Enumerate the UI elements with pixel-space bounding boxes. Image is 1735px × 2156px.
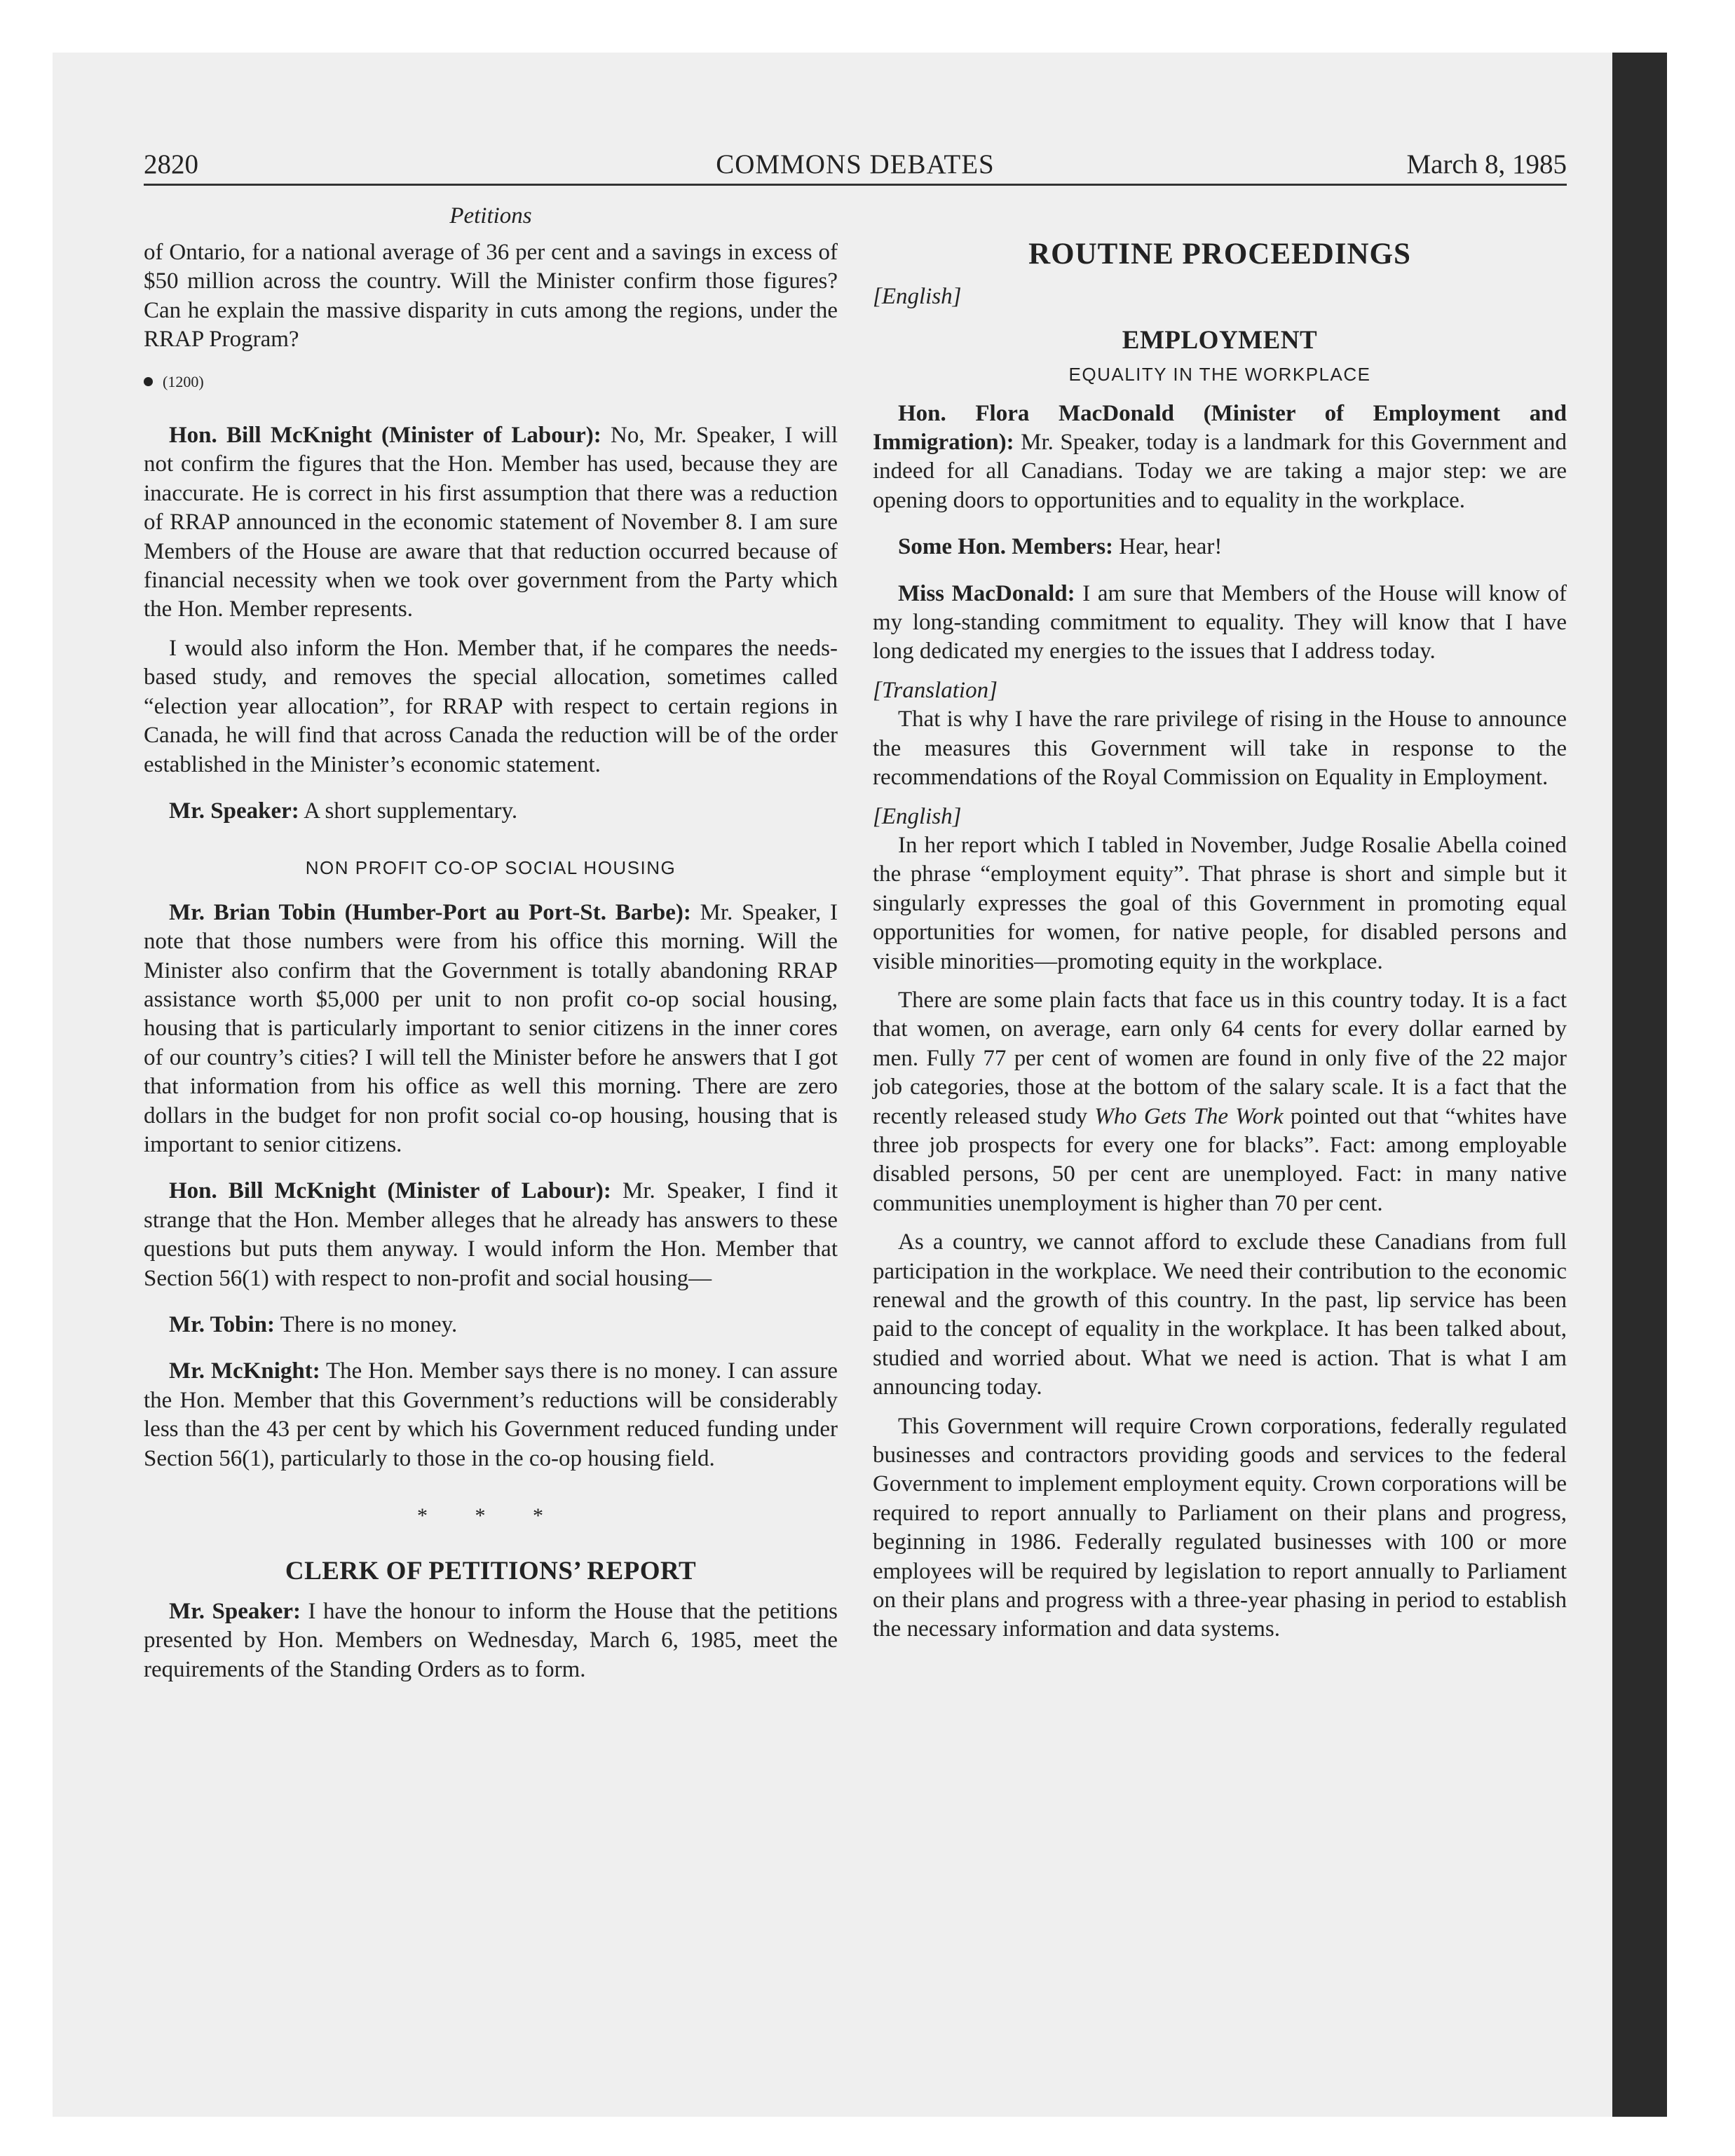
language-tag: [Translation] <box>873 677 998 703</box>
speech-text: I am sure that Members of the House will know of my long-standing commitment to equality. They will know that I have long dedicated my energies to the issues that I address today. <box>873 580 1567 664</box>
paragraph <box>873 400 1567 516</box>
paragraph <box>144 797 838 826</box>
paragraph: This Government will require Crown corporations, federally regulated businesses and contractors providing goods and services to the federal Government to implement employment equity. Crown corporations will be required to report annually to Parliament on their plans and progress, beginning in 1986. Federally regulated businesses with 100 or more employees will be required by legislation to report annually to Parliament on their plans and progress with a three-year phasing in period to establish the necessary information and data systems. <box>873 1413 1567 1642</box>
timestamp <box>144 367 838 396</box>
paragraph <box>144 1311 838 1339</box>
section-heading: CLERK OF PETITIONS’ REPORT <box>285 1557 697 1586</box>
scan-binding-edge <box>1612 53 1667 2117</box>
speech-text: Mr. Speaker, today is a landmark for this Government and indeed for all Canadians. Today we are taking a major step: we are opening doors to opportunities and to equality in the workplace. <box>873 430 1567 513</box>
section-heading: ROUTINE PROCEEDINGS <box>1028 238 1411 271</box>
language-tag: [English] <box>873 803 962 829</box>
section-tag: Petitions <box>449 203 532 228</box>
speaker-name: Mr. Tobin: <box>169 1312 275 1337</box>
speech-text: Mr. Speaker, I note that those numbers were from his office this morning. Will the Minister also confirm that the Government is totally abandoning RRAP assistance worth $5,000 per unit to non profit co-op social housing, housing that is particularly important to senior citizens in the inner cores of our country’s cities? I will tell the Minister before he answers that I got that information from his office as well this morning. There are zero dollars in the budget for non profit social co-op housing, housing that is important to senior citizens. <box>144 899 838 1157</box>
subsection-heading: EMPLOYMENT <box>1122 325 1318 355</box>
page-date: March 8, 1985 <box>1406 149 1567 179</box>
speaker-name: Hon. Bill McKnight (Minister of Labour): <box>169 423 601 449</box>
speaker-name: Hon. Bill McKnight (Minister of Labour): <box>169 1178 611 1204</box>
running-header <box>144 149 1567 182</box>
speech-text: pointed out that “whites have three job prospects for every one for blacks”. Fact: among employable disabled persons, 50 per cent are unemployed. Fact: in many native communities unemployment is higher than 70 per cent. <box>873 1103 1567 1216</box>
page-number: 2820 <box>144 149 198 179</box>
paragraph <box>144 1357 838 1473</box>
paragraph <box>144 1177 838 1293</box>
paragraph <box>144 1597 838 1684</box>
paragraph: of Ontario, for a national average of 36 per cent and a savings in excess of $50 million across the country. Will the Minister confirm those figures? Can he explain the massive disparity in cuts among the regions, under the RRAP Program? <box>144 240 838 353</box>
left-column <box>144 238 838 1684</box>
speaker-name: Hon. Flora MacDonald (Minister of Employment and Immigration): <box>873 400 1567 456</box>
paragraph <box>873 533 1567 561</box>
speaker-name: Miss MacDonald: <box>898 580 1075 606</box>
speech-text: Mr. Speaker, I find it strange that the Hon. Member alleges that he already has answers to these questions but puts them anyway. I would inform the Hon. Member that Section 56(1) with respect to non-profit and social housing— <box>144 1178 838 1291</box>
speaker-name: Mr. McKnight: <box>169 1358 320 1384</box>
paragraph <box>144 421 838 625</box>
speaker-name: Mr. Speaker: <box>169 798 299 824</box>
publication-title: Who Gets The Work <box>1094 1103 1284 1129</box>
right-column <box>873 238 1567 1644</box>
paragraph: I would also inform the Hon. Member that, if he compares the needs-based study, and removes the special allocation, sometimes called “election year allocation”, for RRAP with respect to certain regions in Canada, he will find that across Canada the reduction will be of the order established in the Minister’s economic statement. <box>144 635 838 777</box>
running-title: COMMONS DEBATES <box>716 149 995 179</box>
paragraph <box>873 580 1567 667</box>
speaker-name: Mr. Brian Tobin (Humber-Port au Port-St. Barbe): <box>169 899 691 925</box>
language-tag: [English] <box>873 284 962 310</box>
paragraph: As a country, we cannot afford to exclude these Canadians from full participation in the workplace. We need their contribution to the economic renewal and the growth of this country. In the past, lip service has been paid to the concept of equality in the workplace. It has been talked about, studied and worried about. What we need is action. That is what I am announcing today. <box>873 1229 1567 1400</box>
bullet-icon <box>144 377 153 386</box>
paragraph <box>144 899 838 1160</box>
paragraph <box>873 986 1567 1218</box>
header-rule <box>144 184 1567 186</box>
speech-text: No, Mr. Speaker, I will not confirm the figures that the Hon. Member has used, because they are inaccurate. He is correct in his first assumption that there was a reduction of RRAP announced in the economic statement of November 8. I am sure Members of the House are aware that that reduction occurred because of financial necessity when we took over government from the Party which the Hon. Member represents. <box>144 423 838 622</box>
speech-text: Hear, hear! <box>1113 534 1223 560</box>
speech-text: There is no money. <box>275 1312 458 1337</box>
section-separator: * * * <box>417 1504 564 1528</box>
subheading: EQUALITY IN THE WORKPLACE <box>1068 364 1371 386</box>
paragraph: In her report which I tabled in November, Judge Rosalie Abella coined the phrase “employment equity”. That phrase is short and simple but it singularly expresses the goal of this Government in promoting equal opportunities for women, for native people, for disabled persons and visible minorities—promoting equity in the workplace. <box>873 832 1567 974</box>
speech-text: There are some plain facts that face us in this country today. It is a fact that women, on average, earn only 64 cents for every dollar earned by men. Fully 77 per cent of women are found in only five of the 22 major job categories, those at the bottom of the salary scale. It is a fact that the recently released study <box>873 987 1567 1129</box>
timestamp-text: (1200) <box>163 372 204 390</box>
speaker-name: Some Hon. Members: <box>898 534 1114 560</box>
subheading: NON PROFIT CO-OP SOCIAL HOUSING <box>305 857 676 879</box>
speech-text: A short supplementary. <box>299 798 518 824</box>
speech-text: The Hon. Member says there is no money. I can assure the Hon. Member that this Government’s reductions will be considerably less than the 43 per cent by which his Government reduced funding under Section 56(1), particularly to those in the co-op housing field. <box>144 1358 838 1471</box>
paragraph: That is why I have the rare privilege of rising in the House to announce the measures this Government will take in response to the recommendations of the Royal Commission on Equality in Employment. <box>873 707 1567 791</box>
speaker-name: Mr. Speaker: <box>169 1598 301 1624</box>
speech-text: I have the honour to inform the House that the petitions presented by Hon. Members on Wednesday, March 6, 1985, meet the requirements of the Standing Orders as to form. <box>144 1598 838 1682</box>
